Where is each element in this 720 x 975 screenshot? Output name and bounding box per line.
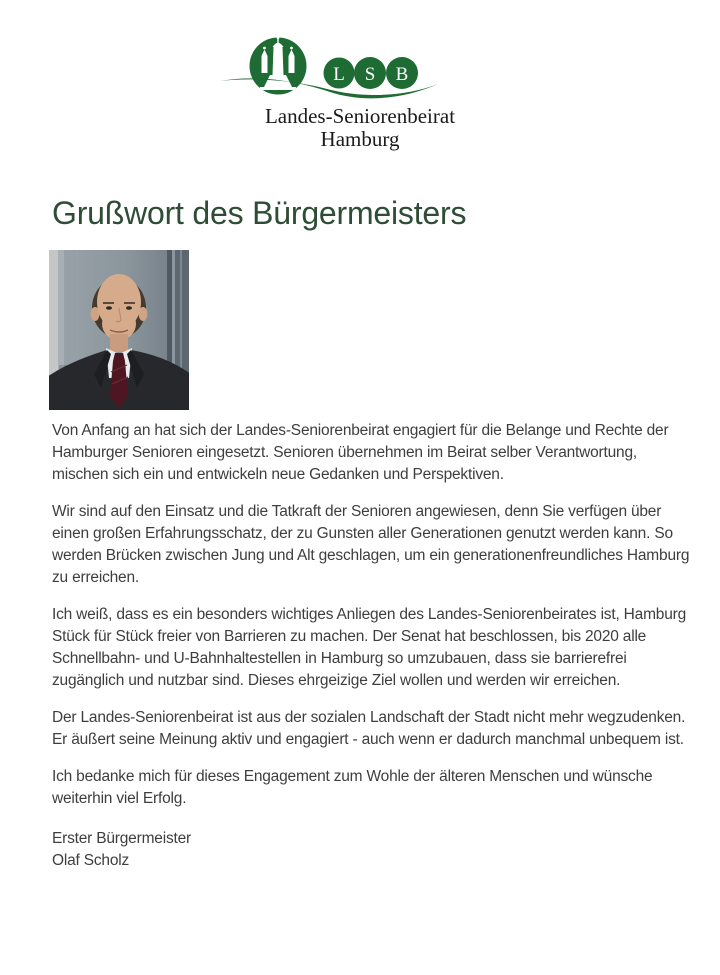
org-name bbox=[0, 105, 720, 151]
paragraph-3: Ich weiß, dass es ein besonders wichtiges Anliegen des Landes-Seniorenbeirates ist, Hamburg Stück für Stück freier von Barrieren zu machen. Der Senat hat beschlossen, bis 2020 alle Schnellbahn- und U-Bahnhaltestellen in Hamburg so umzubauen, dass sie barrierefrei zugänglich und nutzbar sind. Dieses ehrgeizige Ziel wollen und werden wir erreichen. bbox=[52, 606, 687, 689]
paragraph-1: Von Anfang an hat sich der Landes-Seniorenbeirat engagiert für die Belange und Rechte der Hamburger Senioren eingesetzt. Senioren übernehmen im Beirat selber Verantwortung, mischen sich ein und entwickeln neue Gedanken und Perspektiven. bbox=[52, 422, 669, 483]
paragraph-5: Ich bedanke mich für dieses Engagement zum Wohle der älteren Menschen und wünsche weiterhin viel Erfolg. bbox=[52, 768, 653, 807]
site-logo[interactable] bbox=[0, 25, 720, 151]
paragraph-4: Der Landes-Seniorenbeirat ist aus der sozialen Landschaft der Stadt nicht mehr wegzudenken. Er äußert seine Meinung aktiv und engagiert - auch wenn er dadurch manchmal unbequem ist. bbox=[52, 709, 686, 748]
org-name-line2: Hamburg bbox=[320, 127, 400, 151]
page-title: Grußwort des Bürgermeisters bbox=[52, 195, 467, 231]
signature-name: Olaf Scholz bbox=[52, 852, 130, 869]
signature-block bbox=[52, 828, 692, 872]
logo-letter-s: S bbox=[364, 64, 376, 85]
logo-letter-l: L bbox=[333, 64, 345, 85]
signature-role: Erster Bürgermeister bbox=[52, 830, 191, 847]
portrait-photo-olaf-scholz bbox=[49, 250, 189, 410]
org-name-line1: Landes-Seniorenbeirat bbox=[264, 104, 456, 128]
paragraph-2: Wir sind auf den Einsatz und die Tatkraft der Senioren angewiesen, denn Sie verfügen über einen großen Erfahrungsschatz, der zu Gunsten aller Generationen genutzt werden kann. So werden Brücken zwischen Jung und Alt geschlagen, um ein generationenfreundliches Hamburg zu erreichen. bbox=[52, 503, 690, 586]
logo-letter-b: B bbox=[395, 64, 409, 85]
site-header bbox=[0, 25, 720, 151]
lsb-logo-mark bbox=[215, 25, 475, 105]
greeting-text bbox=[0, 420, 720, 872]
